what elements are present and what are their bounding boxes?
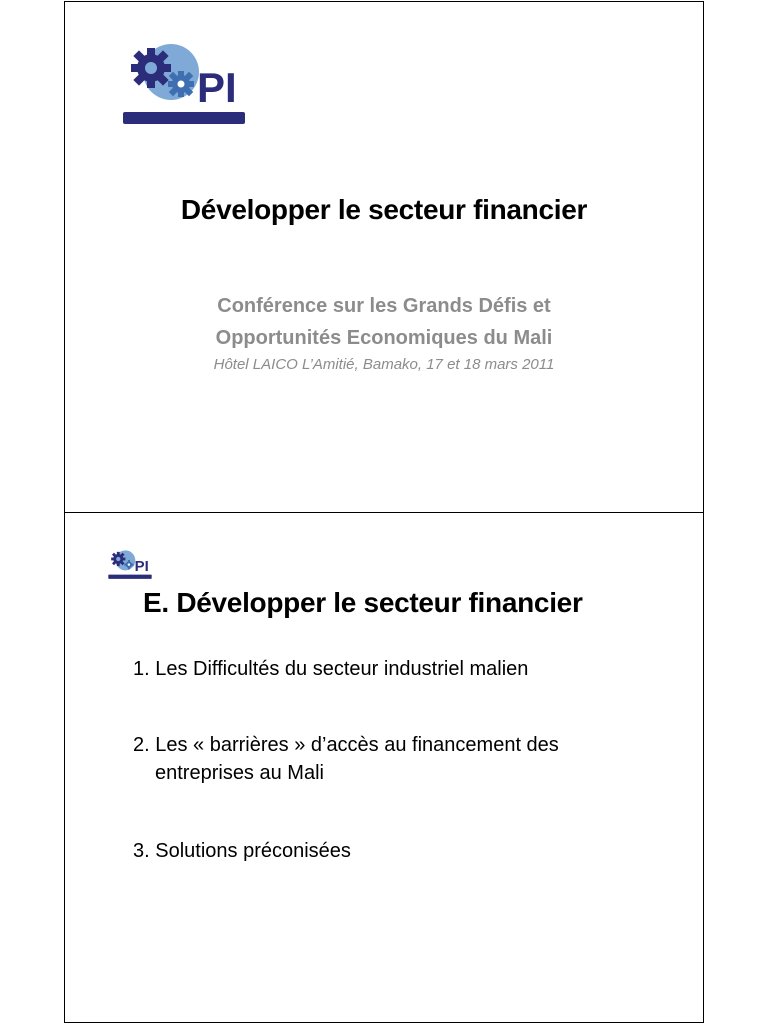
list-item-text: 1. Les Difficultés du secteur industriel malien [133, 658, 529, 680]
list-item [133, 731, 673, 787]
list-item-text: 2. Les « barrières » d’accès au financement des [133, 734, 559, 756]
subtitle-line-2: Opportunités Economiques du Mali [215, 327, 553, 349]
slide-title: E. Développer le secteur financier [143, 587, 583, 618]
svg-text:PI: PI [134, 558, 149, 576]
list-item-text: 3. Solutions préconisées [133, 840, 351, 862]
conference-subtitle [65, 290, 703, 354]
svg-text:PI: PI [197, 64, 237, 111]
venue-date: Hôtel LAICO L’Amitié, Bamako, 17 et 18 mars 2011 [213, 356, 555, 373]
subtitle-line-1: Conférence sur les Grands Défis et [217, 295, 551, 317]
list-item-text-continued: entreprises au Mali [155, 762, 324, 784]
list-item [133, 655, 673, 683]
slide-title: Développer le secteur financier [180, 194, 588, 225]
content-slide [64, 512, 704, 1023]
gears-pi-logo [121, 40, 247, 130]
title-slide [64, 1, 704, 513]
gears-pi-logo [107, 549, 153, 581]
list-item [133, 837, 673, 865]
